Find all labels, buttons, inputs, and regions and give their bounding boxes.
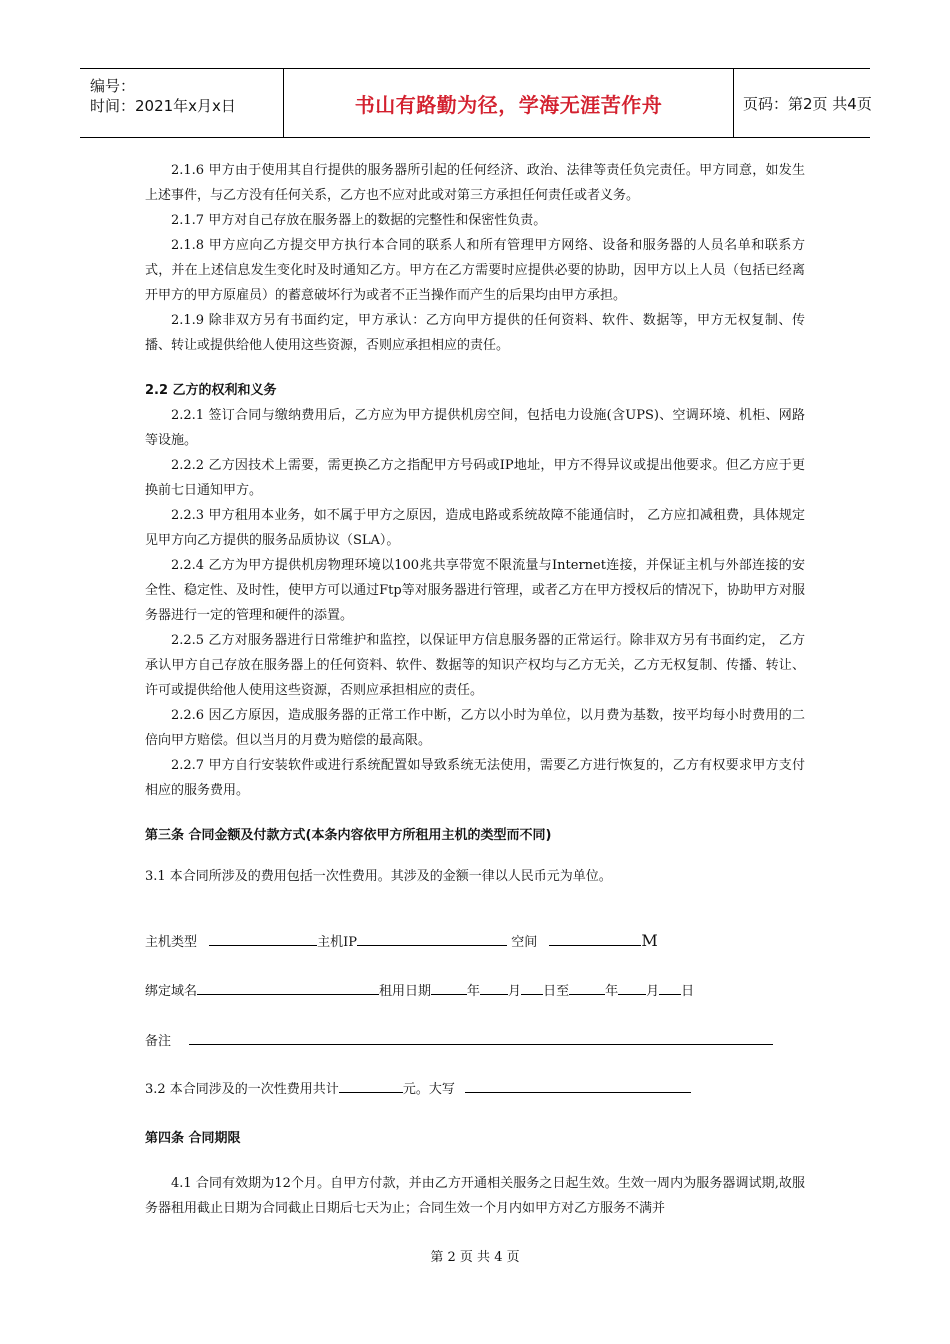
- amount-in-words-field[interactable]: [465, 1076, 691, 1093]
- host-ip-field[interactable]: [357, 929, 507, 946]
- end-year-unit: 年: [605, 984, 619, 999]
- paragraph-2-1-6: 2.1.6 甲方由于使用其自行提供的服务器所引起的任何经济、政治、法律等责任负完责任。甲方同意，如发生上述事件，与乙方没有任何关系，乙方也不应对此或对第三方承担任何责任或者义务。: [145, 163, 805, 203]
- paragraph-2-2-5: 2.2.5 乙方对服务器进行日常维护和监控，以保证甲方信息服务器的正常运行。除非双方另有书面约定， 乙方承认甲方自己存放在服务器上的任何资料、软件、数据等的知识产权均与乙方无关，乙方无权复制、传播、转让、许可或提供给他人使用这些资源，否则应承担相应的责任。: [145, 633, 805, 698]
- paragraph-2-2-1: 2.2.1 签订合同与缴纳费用后，乙方应为甲方提供机房空间，包括电力设施(含UPS)、空调环境、机柜、网路等设施。: [145, 408, 805, 448]
- article-3-heading: 第三条 合同金额及付款方式(本条内容依甲方所租用主机的类型而不同): [145, 828, 552, 843]
- remark-form-row: [145, 1028, 773, 1054]
- page-footer: 第 2 页 共 4 页: [430, 1250, 520, 1265]
- host-type-field[interactable]: [209, 929, 317, 946]
- article-4-heading: 第四条 合同期限: [145, 1131, 241, 1146]
- paragraph-2-2-2: 2.2.2 乙方因技术上需要，需更换乙方之指配甲方号码或IP地址，甲方不得异议或提出他要求。但乙方应于更换前七日通知甲方。: [145, 458, 805, 498]
- end-month-unit: 月: [646, 984, 660, 999]
- end-month-field[interactable]: [618, 978, 646, 995]
- body-content: [145, 158, 805, 889]
- end-day-field[interactable]: [659, 978, 681, 995]
- remark-label: 备注: [145, 1034, 172, 1049]
- paragraph-2-1-7: 2.1.7 甲方对自己存放在服务器上的数据的完整性和保密性负责。: [171, 213, 547, 228]
- start-year-field[interactable]: [431, 978, 467, 995]
- number-label: 编号：: [90, 77, 136, 95]
- date-label: 时间：2021年x月x日: [90, 97, 236, 115]
- host-form-row: [145, 928, 658, 955]
- section-2-2-heading: 2.2 乙方的权利和义务: [145, 383, 277, 398]
- end-year-field[interactable]: [569, 978, 605, 995]
- start-month-unit: 月: [508, 984, 522, 999]
- start-year-unit: 年: [467, 984, 481, 999]
- article-4: [145, 1126, 805, 1221]
- p32-prefix: 3.2 本合同涉及的一次性费用共计: [145, 1082, 339, 1097]
- paragraph-2-2-6: 2.2.6 因乙方原因，造成服务器的正常工作中断，乙方以小时为单位，以月费为基数，按平均每小时费用的二倍向甲方赔偿。但以当月的月费为赔偿的最高限。: [145, 708, 805, 748]
- header-left-cell: [80, 69, 283, 137]
- motto: 书山有路勤为径，学海无涯苦作舟: [354, 93, 663, 117]
- start-day-field[interactable]: [521, 978, 543, 995]
- domain-form-row: [145, 978, 694, 1004]
- paragraph-2-1-8: 2.1.8 甲方应向乙方提交甲方执行本合同的联系人和所有管理甲方网络、设备和服务器的人员名单和联系方式，并在上述信息发生变化时及时通知乙方。甲方在乙方需要时应提供必要的协助，因甲方以上人员（包括已经离开甲方的甲方原雇员）的蓄意破坏行为或者不正当操作而产生的后果均由甲方承担。: [145, 238, 805, 303]
- header-page-cell: [733, 69, 870, 137]
- page-header: [80, 68, 870, 138]
- remark-field[interactable]: [189, 1028, 773, 1045]
- domain-label: 绑定域名: [145, 984, 198, 999]
- page-info: 页码：第2页 共4页: [743, 95, 872, 113]
- space-field[interactable]: [549, 929, 641, 946]
- domain-field[interactable]: [197, 978, 379, 995]
- space-unit: M: [641, 931, 658, 950]
- total-amount-field[interactable]: [339, 1076, 403, 1093]
- host-type-label: 主机类型: [145, 935, 198, 950]
- host-ip-label: 主机IP: [317, 935, 358, 950]
- paragraph-2-1-9: 2.1.9 除非双方另有书面约定，甲方承认：乙方向甲方提供的任何资料、软件、数据等，甲方无权复制、传播、转让或提供给他人使用这些资源，否则应承担相应的责任。: [145, 313, 805, 353]
- end-day-unit: 日: [681, 984, 695, 999]
- paragraph-2-2-4: 2.2.4 乙方为甲方提供机房物理环境以100兆共享带宽不限流量与Internet连接，并保证主机与外部连接的安全性、稳定性、及时性，使甲方可以通过Ftp等对服务器进行管理，或者乙方在甲方授权后的情况下，协助甲方对服务器进行一定的管理和硬件的添置。: [145, 558, 805, 623]
- p32-mid: 元。大写: [402, 1082, 455, 1097]
- header-motto-cell: [283, 69, 734, 137]
- space-label: 空间: [511, 935, 538, 950]
- paragraph-2-2-7: 2.2.7 甲方自行安装软件或进行系统配置如导致系统无法使用，需要乙方进行恢复的，乙方有权要求甲方支付相应的服务费用。: [145, 758, 805, 798]
- paragraph-3-2: [145, 1076, 691, 1102]
- day-to-label: 日至: [543, 984, 570, 999]
- start-month-field[interactable]: [480, 978, 508, 995]
- paragraph-2-2-3: 2.2.3 甲方租用本业务，如不属于甲方之原因，造成电路或系统故障不能通信时， 乙方应扣减租费，具体规定见甲方向乙方提供的服务品质协议（SLA）。: [145, 508, 805, 548]
- paragraph-3-1: 3.1 本合同所涉及的费用包括一次性费用。其涉及的金额一律以人民币元为单位。: [145, 869, 612, 884]
- paragraph-4-1: 4.1 合同有效期为12个月。自甲方付款，并由乙方开通相关服务之日起生效。生效一周内为服务器调试期,故服务器租用截止日期为合同截止日期后七天为止；合同生效一个月内如甲方对乙方服务不满并: [145, 1176, 805, 1216]
- rent-date-label: 租用日期: [379, 984, 432, 999]
